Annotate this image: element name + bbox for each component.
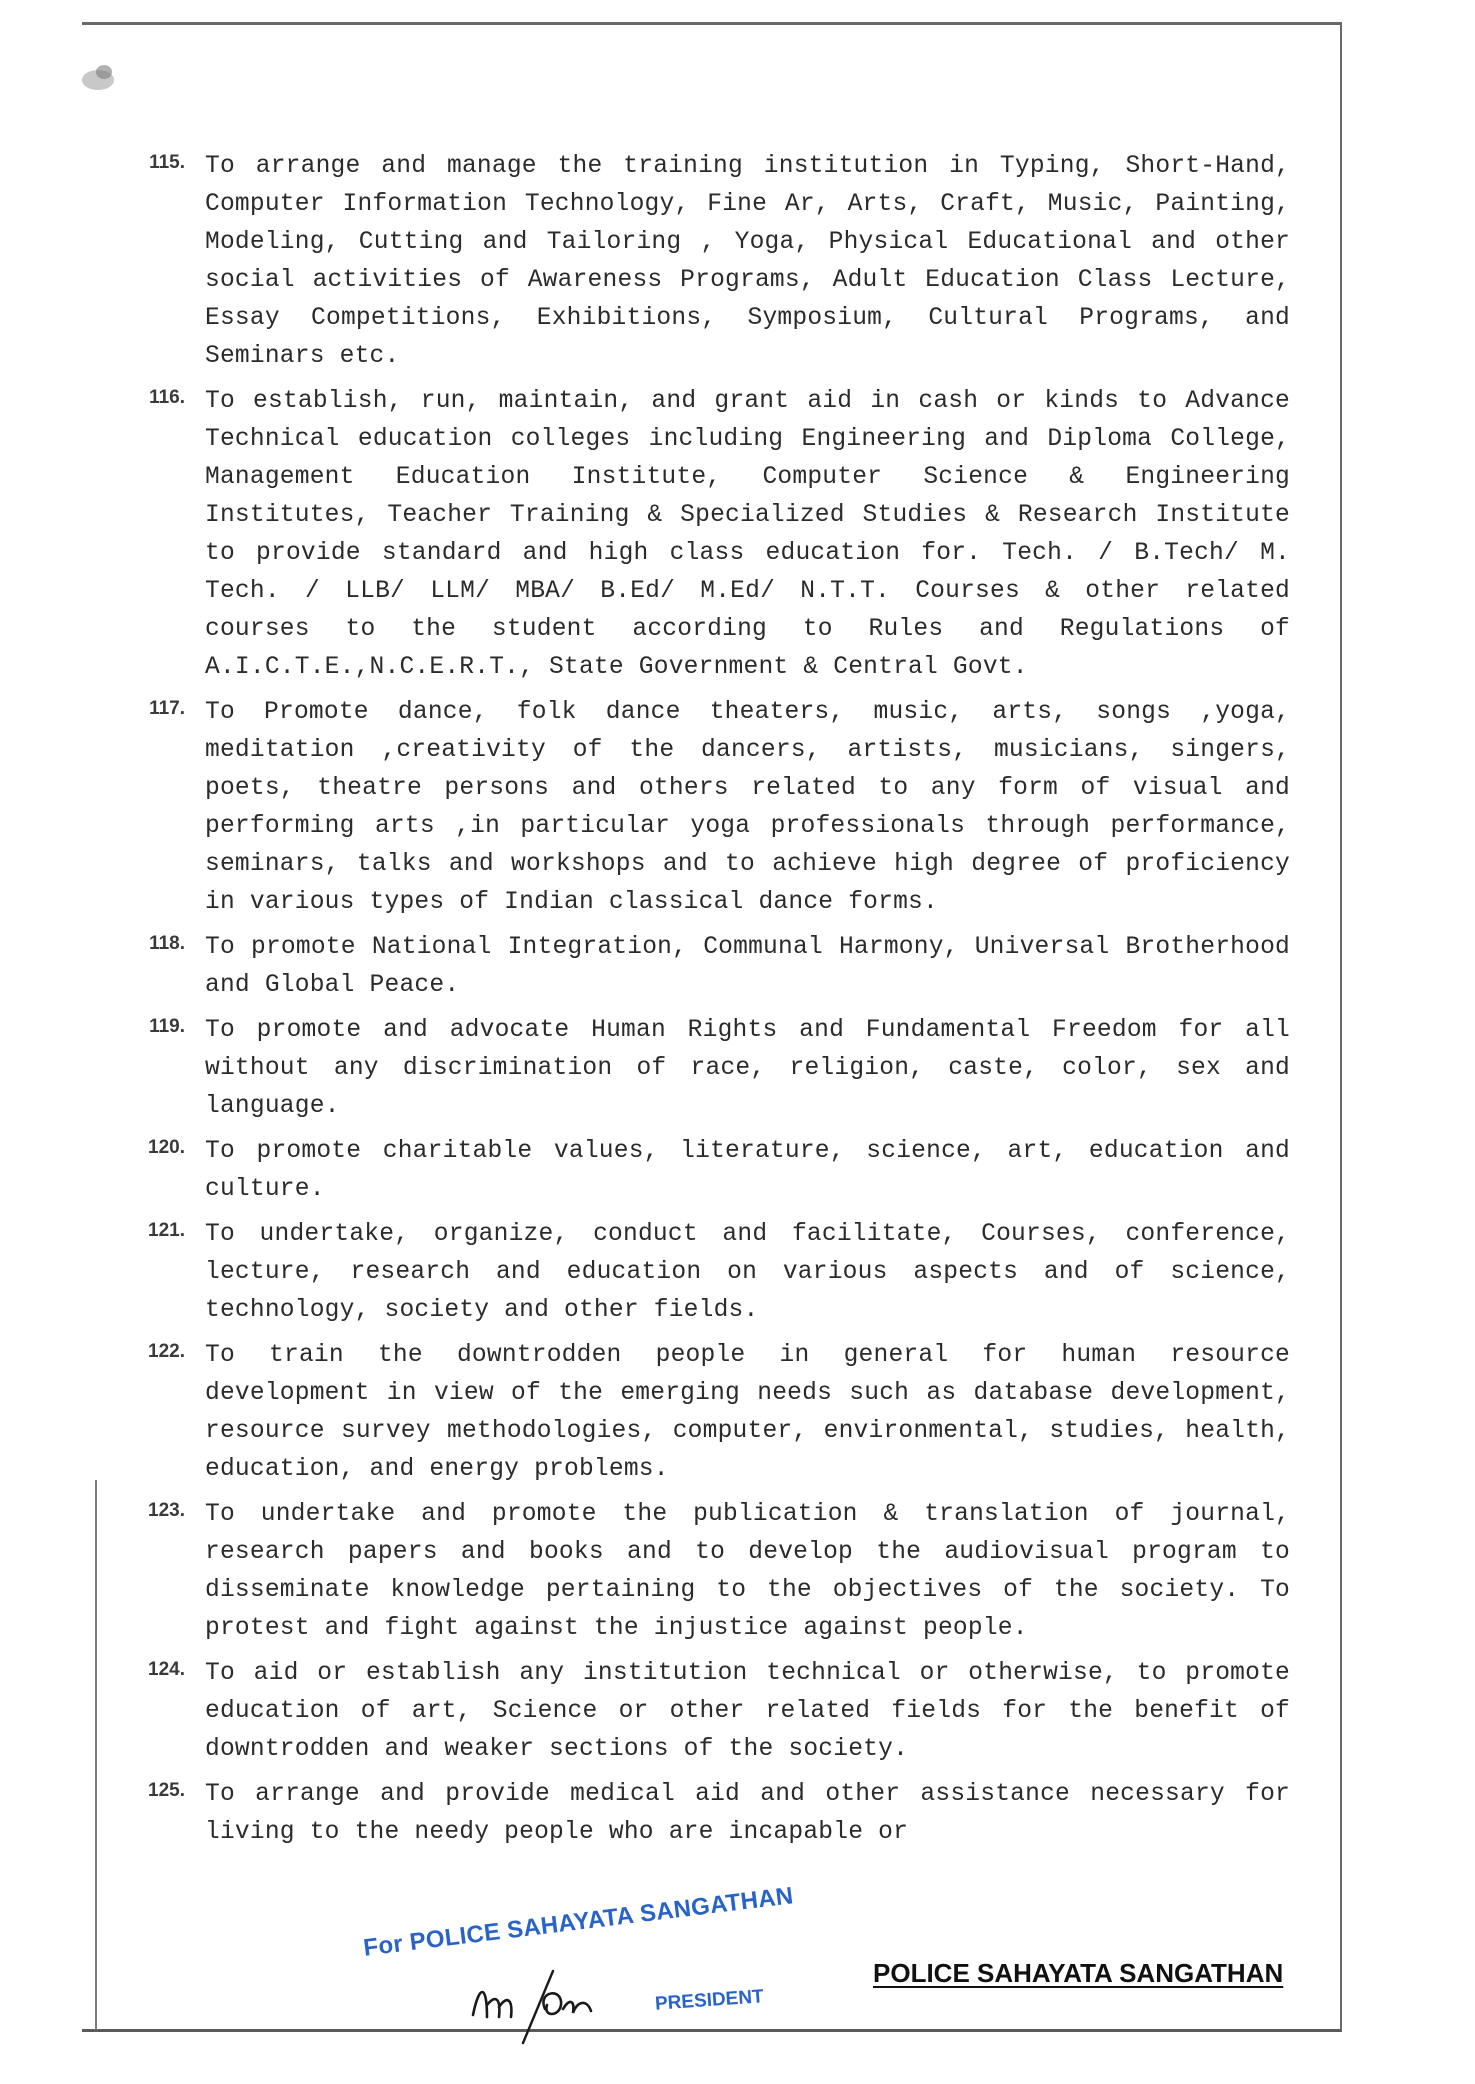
item-text: To arrange and provide medical aid and other assistance necessary for living to the needy people who are incapable or xyxy=(205,1781,1290,1846)
item-number: 118. xyxy=(149,933,185,954)
item-number: 124. xyxy=(148,1659,185,1680)
list-item xyxy=(105,929,1290,1005)
item-number: 119. xyxy=(149,1016,185,1037)
list-item xyxy=(105,148,1290,376)
item-text: To undertake and promote the publication & translation of journal, research papers and books and to develop the audiovisual program to disseminate knowledge pertaining to the objectives of the society. To protest and fight against the injustice against people. xyxy=(205,1501,1290,1642)
list-item xyxy=(105,694,1290,922)
item-text: To undertake, organize, conduct and facilitate, Courses, conference, lecture, research and education on various aspects and of science, technology, society and other fields. xyxy=(205,1221,1290,1324)
objectives-list xyxy=(105,148,1290,1859)
organization-name: POLICE SAHAYATA SANGATHAN xyxy=(873,1958,1284,1988)
list-item xyxy=(105,1776,1290,1852)
item-number: 123. xyxy=(148,1500,185,1521)
stamp-president-label: PRESIDENT xyxy=(654,1986,765,2015)
scan-smudge-mark xyxy=(78,58,122,96)
item-text: To promote and advocate Human Rights and Fundamental Freedom for all without any discrimination of race, religion, caste, color, sex and language. xyxy=(205,1017,1290,1120)
item-text: To promote charitable values, literature, science, art, education and culture. xyxy=(205,1138,1290,1203)
organization-stamp: For POLICE SAHAYATA SANGATHAN xyxy=(362,1882,795,1962)
list-item xyxy=(105,1337,1290,1489)
item-text: To arrange and manage the training institution in Typing, Short-Hand, Computer Information Technology, Fine Ar, Arts, Craft, Music, Painting, Modeling, Cutting and Tailoring , Yoga, Physical Educational and other social activities of Awareness Programs, Adult Education Class Lecture, Essay Competitions, Exhibitions, Symposium, Cultural Programs, and Seminars etc. xyxy=(205,153,1290,370)
item-text: To aid or establish any institution technical or otherwise, to promote education of art, Science or other related fields for the benefit of downtrodden and weaker sections of the society. xyxy=(205,1660,1290,1763)
item-text: To establish, run, maintain, and grant aid in cash or kinds to Advance Technical education colleges including Engineering and Diploma College, Management Education Institute, Computer Science & Engineering Institutes, Teacher Training & Specialized Studies & Research Institute to provide standard and high class education for. Tech. / B.Tech/ M. Tech. / LLB/ LLM/ MBA/ B.Ed/ M.Ed/ N.T.T. Courses & other related courses to the student according to Rules and Regulations of A.I.C.T.E.,N.C.E.R.T., State Government & Central Govt. xyxy=(205,388,1290,681)
list-item xyxy=(105,1655,1290,1769)
item-text: To Promote dance, folk dance theaters, music, arts, songs ,yoga, meditation ,creativity of the dancers, artists, musicians, singers, poets, theatre persons and others related to any form of visual and performing arts ,in particular yoga professionals through performance, seminars, talks and workshops and to achieve high degree of proficiency in various types of Indian classical dance forms. xyxy=(205,699,1290,916)
list-item xyxy=(105,1216,1290,1330)
item-number: 120. xyxy=(148,1137,185,1158)
list-item xyxy=(105,383,1290,687)
item-number: 122. xyxy=(148,1341,185,1362)
list-item xyxy=(105,1012,1290,1126)
item-number: 121. xyxy=(148,1220,185,1241)
item-number: 117. xyxy=(149,698,185,719)
item-number: 125. xyxy=(148,1780,185,1801)
list-item xyxy=(105,1133,1290,1209)
item-number: 115. xyxy=(149,152,185,173)
item-text: To train the downtrodden people in general for human resource development in view of the emerging needs such as database development, resource survey methodologies, computer, environmental, studies, health, education, and energy problems. xyxy=(205,1342,1290,1483)
list-item xyxy=(105,1496,1290,1648)
item-text: To promote National Integration, Communal Harmony, Universal Brotherhood and Global Peace. xyxy=(205,934,1290,999)
item-number: 116. xyxy=(149,387,185,408)
page-border-left xyxy=(95,1480,97,2030)
